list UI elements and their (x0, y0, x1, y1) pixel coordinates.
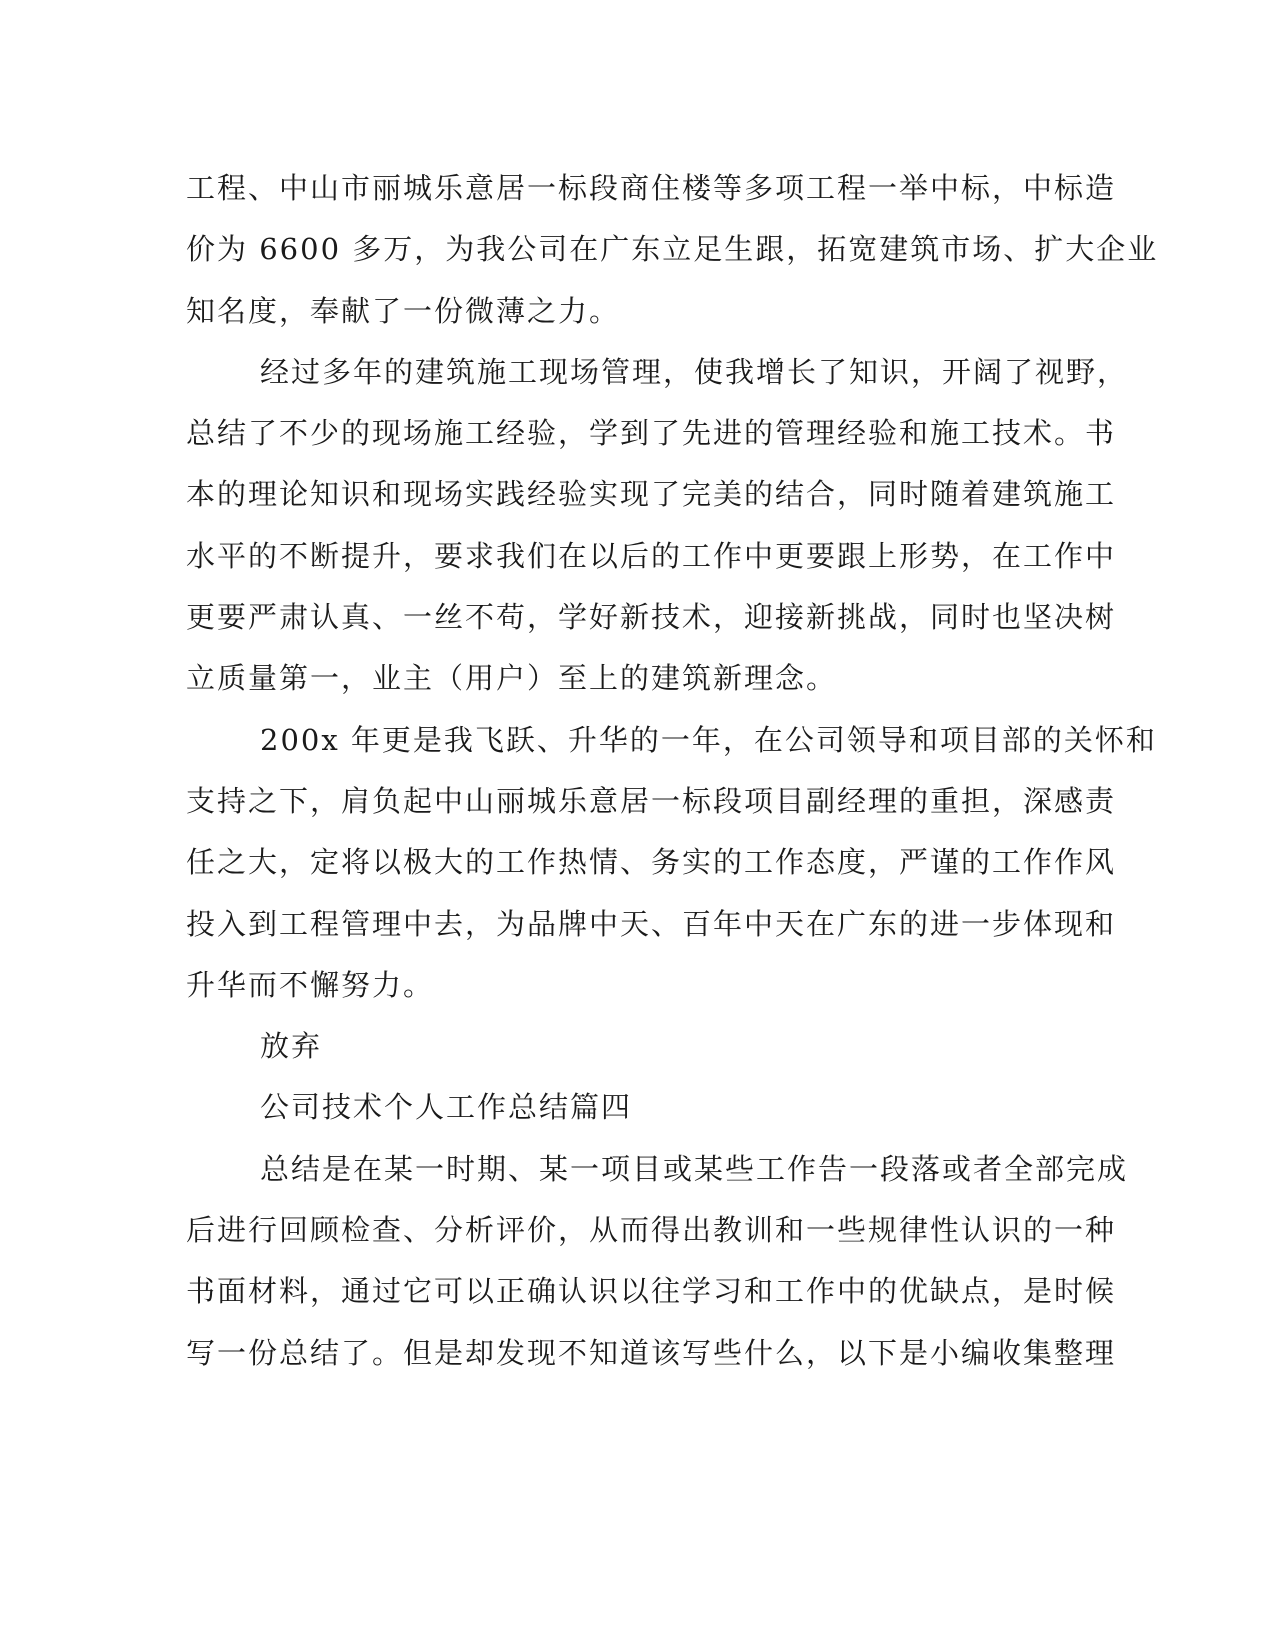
text-line-9: 立质量第一，业主（用户）至上的建筑新理念。 (186, 661, 838, 696)
text-line-19: 书面材料，通过它可以正确认识以往学习和工作中的优缺点，是时候 (186, 1274, 1117, 1309)
text-line-8: 更要严肃认真、一丝不苟，学好新技术，迎接新挑战，同时也坚决树 (186, 600, 1117, 635)
text-line-10: 200x 年更是我飞跃、升华的一年，在公司领导和项目部的关怀和 (260, 722, 1157, 757)
text-line-1: 工程、中山市丽城乐意居一标段商住楼等多项工程一举中标，中标造 (186, 171, 1117, 205)
text-line-6: 本的理论知识和现场实践经验实现了完美的结合，同时随着建筑施工 (186, 477, 1117, 512)
text-line-2: 价为 6600 多万，为我公司在广东立足生跟，拓宽建筑市场、扩大企业 (186, 232, 1159, 267)
text-line-4: 经过多年的建筑施工现场管理，使我增长了知识，开阔了视野， (260, 354, 1129, 389)
text-line-12: 任之大，定将以极大的工作热情、务实的工作态度，严谨的工作作风 (186, 845, 1117, 880)
text-line-18: 后进行回顾检查、分析评价，从而得出教训和一些规律性认识的一种 (186, 1213, 1117, 1248)
text-line-11: 支持之下，肩负起中山丽城乐意居一标段项目副经理的重担，深感责 (186, 783, 1117, 818)
text-line-17: 总结是在某一时期、某一项目或某些工作告一段落或者全部完成 (260, 1151, 1129, 1186)
document-body (186, 158, 1159, 1384)
text-line-7: 水平的不断提升，要求我们在以后的工作中更要跟上形势，在工作中 (186, 538, 1117, 573)
text-line-20: 写一份总结了。但是却发现不知道该写些什么，以下是小编收集整理 (186, 1335, 1117, 1370)
text-line-13: 投入到工程管理中去，为品牌中天、百年中天在广东的进一步体现和 (186, 906, 1117, 941)
text-line-5: 总结了不少的现场施工经验，学到了先进的管理经验和施工技术。书 (186, 416, 1117, 451)
section-heading: 公司技术个人工作总结篇四 (260, 1090, 633, 1125)
text-line-3: 知名度，奉献了一份微薄之力。 (186, 293, 621, 328)
text-line-15: 放弃 (260, 1029, 323, 1064)
text-line-14: 升华而不懈努力。 (186, 967, 435, 1002)
